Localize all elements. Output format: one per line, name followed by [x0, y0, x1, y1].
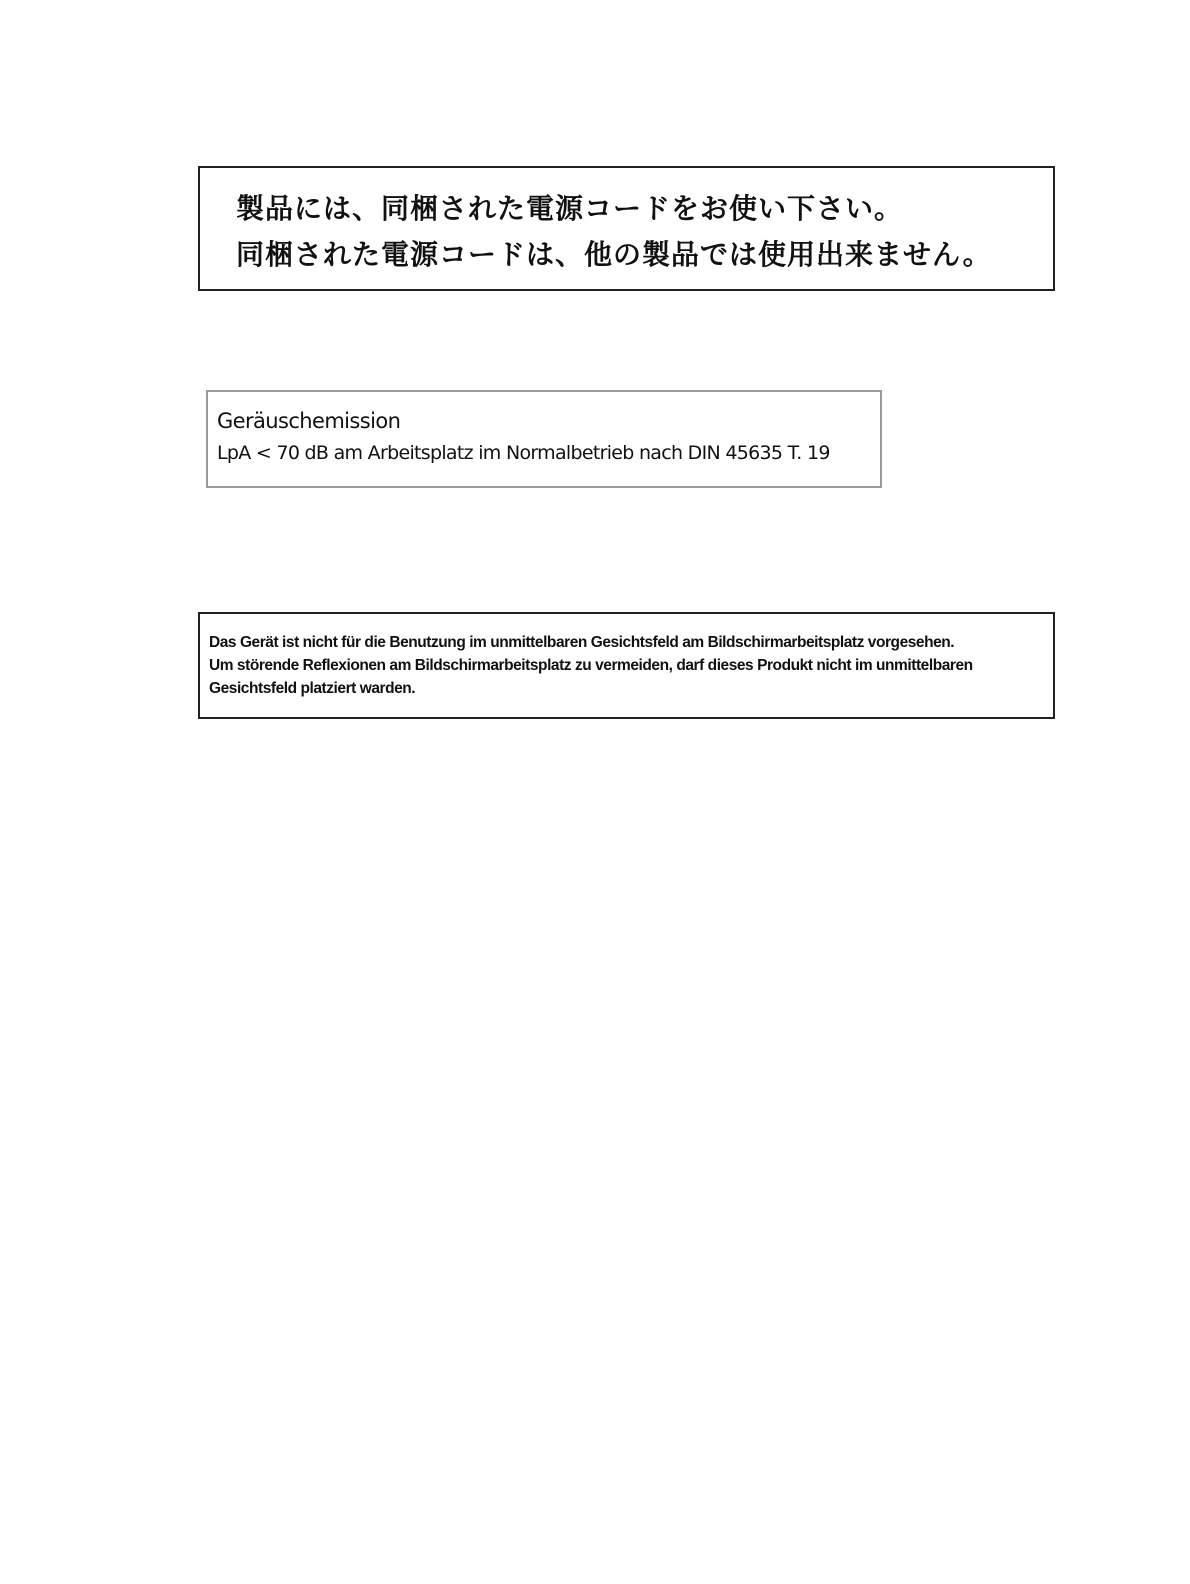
workplace-notice-line-1: Das Gerät ist nicht für die Benutzung im unmittelbaren Gesichtsfeld am Bildschirmarbeitsplatz vorgesehen. [209, 634, 955, 651]
workplace-notice-line-3: Gesichtsfeld platziert warden. [209, 680, 416, 697]
japan-notice-line-1: 製品には、同梱された電源コードをお使い下さい。 [236, 192, 904, 225]
japan-notice-line-2: 同梱された電源コードは、他の製品では使用出来ません。 [236, 238, 992, 271]
noise-emission-notice [206, 390, 882, 488]
noise-notice-title: Geräuschemission [217, 409, 401, 433]
workplace-display-notice [198, 612, 1055, 719]
japan-power-cord-notice [198, 166, 1055, 291]
workplace-notice-line-2: Um störende Reflexionen am Bildschirmarbeitsplatz zu vermeiden, darf dieses Produkt nicht im unmittelbaren [209, 657, 973, 674]
noise-notice-text: LpA < 70 dB am Arbeitsplatz im Normalbetrieb nach DIN 45635 T. 19 [217, 442, 830, 464]
